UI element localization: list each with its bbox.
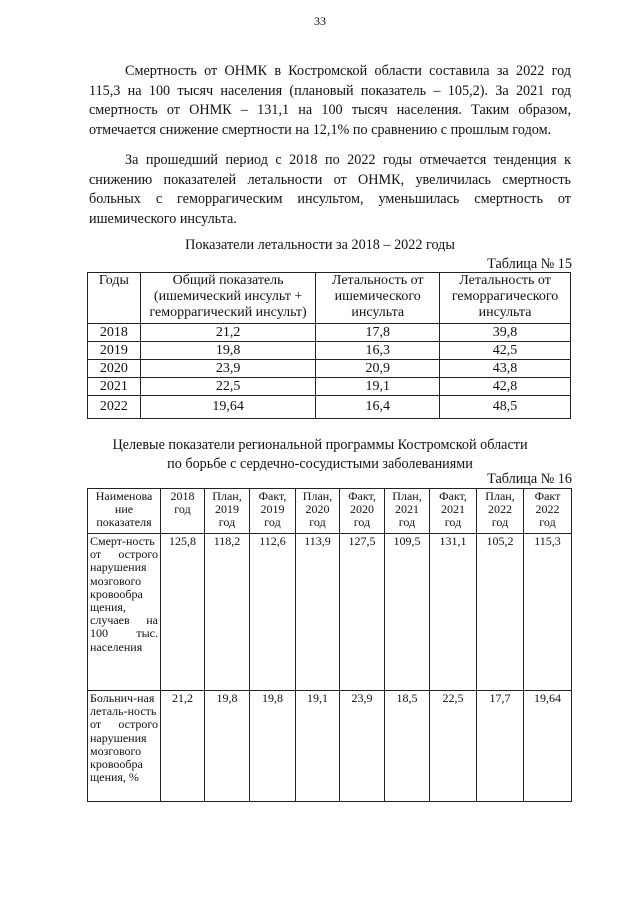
table-row: [88, 360, 571, 378]
table16-cell: 115,3: [524, 534, 572, 691]
table15-cell: 2021: [88, 378, 141, 396]
table16-cell: 19,8: [250, 691, 296, 802]
table-row: [88, 378, 571, 396]
table16-header-fact-2020: Факт, 2020 год: [340, 489, 385, 534]
table15-header-ischemic: Летальность от ишемического инсульта: [316, 273, 440, 324]
table16-header-plan-2021: План, 2021 год: [385, 489, 430, 534]
table15-cell: 23,9: [140, 360, 316, 378]
table15-cell: 19,1: [316, 378, 440, 396]
table16-header-plan-2020: План, 2020 год: [296, 489, 340, 534]
table16-cell: 19,64: [524, 691, 572, 802]
table16-cell: 21,2: [161, 691, 205, 802]
table-row: [88, 396, 571, 419]
table16-title-line2: по борьбе с сердечно-сосудистыми заболеваниями: [167, 456, 473, 472]
lethality-table: [87, 272, 571, 419]
table15-cell: 22,5: [140, 378, 316, 396]
table15-cell: 48,5: [440, 396, 571, 419]
table16-header-row: [88, 489, 572, 534]
table15-cell: 2020: [88, 360, 141, 378]
table16-cell: 127,5: [340, 534, 385, 691]
table-row: [88, 691, 572, 802]
table16-cell: 18,5: [385, 691, 430, 802]
table15-cell: 19,8: [140, 342, 316, 360]
table15-cell: 21,2: [140, 324, 316, 342]
table15-header-hemorrhagic: Летальность от геморрагического инсульта: [440, 273, 571, 324]
table15-label: Таблица № 15: [487, 256, 572, 272]
table15-cell: 20,9: [316, 360, 440, 378]
table-row: [88, 534, 572, 691]
table16-cell: 19,1: [296, 691, 340, 802]
table16-cell: 19,8: [205, 691, 250, 802]
table16-cell: 105,2: [477, 534, 524, 691]
table16-cell: 118,2: [205, 534, 250, 691]
table15-title: Показатели летальности за 2018 – 2022 годы: [185, 237, 455, 253]
table16-label: Таблица № 16: [487, 471, 572, 487]
table15-cell: 42,5: [440, 342, 571, 360]
table15-cell: 16,4: [316, 396, 440, 419]
table16-header-fact-2022: Факт 2022 год: [524, 489, 572, 534]
table16-header-plan-2022: План, 2022 год: [477, 489, 524, 534]
table15-cell: 17,8: [316, 324, 440, 342]
table-row: [88, 342, 571, 360]
target-indicators-table: [87, 488, 572, 802]
table15-cell: 16,3: [316, 342, 440, 360]
table15-cell: 2022: [88, 396, 141, 419]
table16-indicator-name: Смерт-ность от острого нарушения мозгового кровообра щения, случаев на 100 тыс. населения: [88, 534, 161, 691]
page-number: 33: [314, 14, 326, 28]
paragraph-trend: За прошедший период с 2018 по 2022 годы отмечается тенденция к снижению показателей летальности от ОНМК, увеличилась смертность больных с геморрагическим инсультом, уменьшилась смертность от ишемического инсульта.: [89, 152, 571, 227]
table15-cell: 2019: [88, 342, 141, 360]
table16-title: [0, 436, 640, 474]
table15-header-years: Годы: [88, 273, 141, 324]
table15-cell: 43,8: [440, 360, 571, 378]
paragraph-mortality: Смертность от ОНМК в Костромской области составила за 2022 год 115,3 на 100 тысяч населения (плановый показатель – 105,2). За 2021 год смертность от ОНМК – 131,1 на 100 тысяч населения. Таким образом, отмечается снижение смертности на 12,1% по сравнению с прошлым годом.: [89, 63, 571, 138]
table16-title-line1: Целевые показатели региональной программы Костромской области: [112, 437, 528, 453]
table16-cell: 112,6: [250, 534, 296, 691]
table15-cell: 19,64: [140, 396, 316, 419]
table-row: [88, 324, 571, 342]
table16-header-2018: 2018 год: [161, 489, 205, 534]
table15-header-total: Общий показатель (ишемический инсульт + геморрагический инсульт): [140, 273, 316, 324]
table16-header-plan-2019: План, 2019 год: [205, 489, 250, 534]
table16-cell: 109,5: [385, 534, 430, 691]
table15-cell: 39,8: [440, 324, 571, 342]
table16-cell: 113,9: [296, 534, 340, 691]
table16-indicator-name: Больнич-ная леталь-ность от острого нарушения мозгового кровообра щения, %: [88, 691, 161, 802]
table16-cell: 131,1: [430, 534, 477, 691]
table16-header-fact-2019: Факт, 2019 год: [250, 489, 296, 534]
table16-header-fact-2021: Факт, 2021 год: [430, 489, 477, 534]
table16-cell: 125,8: [161, 534, 205, 691]
table15-header-row: [88, 273, 571, 324]
table15-cell: 2018: [88, 324, 141, 342]
table16-cell: 23,9: [340, 691, 385, 802]
table16-cell: 17,7: [477, 691, 524, 802]
table15-cell: 42,8: [440, 378, 571, 396]
table16-cell: 22,5: [430, 691, 477, 802]
table16-header-indicator: Наименова ние показателя: [88, 489, 161, 534]
